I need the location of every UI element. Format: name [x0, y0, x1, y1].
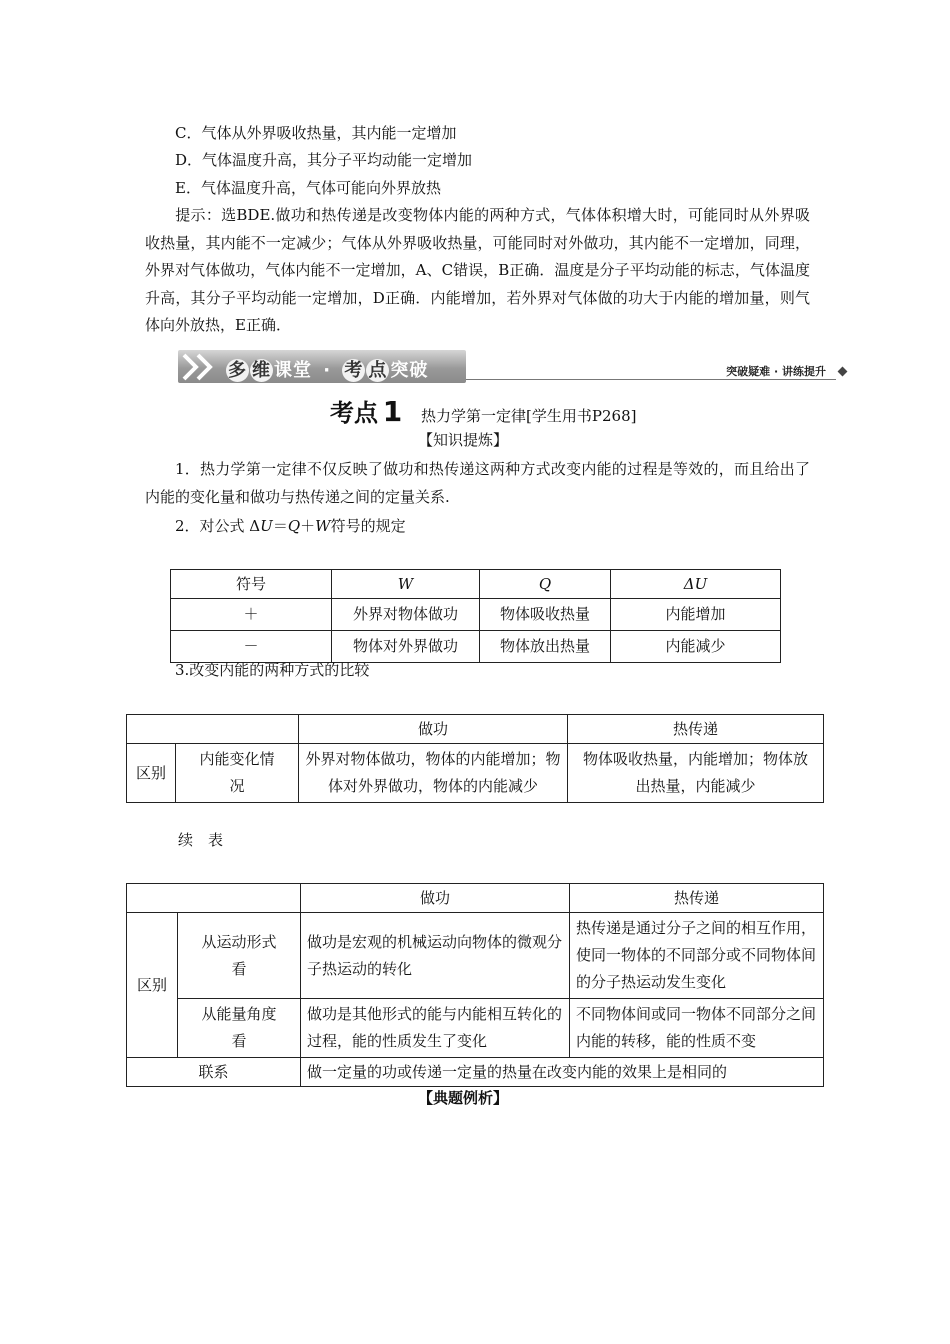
point-2-prefix: 2．对公式 Δ	[175, 517, 261, 535]
table-cell: 物体吸收热量，内能增加；物体放出热量，内能减少	[568, 744, 824, 803]
example-heading: 【典题例析】	[418, 1089, 509, 1107]
table-cell: 做功是其他形式的能与内能相互转化的过程，能的性质发生了变化	[301, 999, 570, 1058]
point-1	[145, 456, 810, 511]
table-header-cell: 符号	[171, 570, 332, 599]
table-cell: 外界对物体做功，物体的内能增加；物体对外界做功，物体的内能减少	[299, 744, 568, 803]
banner-text-2: 突破	[390, 360, 429, 381]
table-cell: ＋	[171, 599, 332, 631]
banner-text-1: 课堂	[274, 360, 312, 381]
table-cell: 物体放出热量	[480, 631, 611, 663]
table-group-cell: 区别	[127, 744, 176, 803]
table-header-cell: ΔU	[611, 570, 781, 599]
banner-bubble-1: 多	[228, 360, 247, 381]
table-cell: 内能减少	[611, 631, 781, 663]
table-cell: 物体对外界做功	[332, 631, 480, 663]
point-3: 3.改变内能的两种方式的比较	[175, 661, 370, 679]
table-cell: 物体吸收热量	[480, 599, 611, 631]
kaodian-title: 热力学第一定律[学生用书P268]	[421, 407, 637, 425]
banner-rule	[466, 379, 836, 380]
point-2-w: W	[315, 517, 331, 535]
point-2	[175, 516, 406, 536]
banner-bubble-4: 点	[368, 360, 388, 381]
table-cell: －	[171, 631, 332, 663]
compare-table	[126, 714, 824, 803]
hint-paragraph	[145, 202, 810, 340]
table-header-cell: 做功	[299, 715, 568, 744]
table-header-cell: 热传递	[568, 715, 824, 744]
continued-table	[126, 883, 824, 1087]
section-banner	[178, 350, 848, 385]
double-chevron-icon	[178, 352, 224, 382]
table-header-cell: W	[332, 570, 480, 599]
table-header-row	[171, 570, 781, 599]
continued-label: 续 表	[178, 831, 224, 849]
banner-bubble-3: 考	[344, 360, 364, 381]
knowledge-heading: 【知识提炼】	[418, 431, 509, 449]
point-2-eq: ＝	[272, 517, 288, 535]
table-row	[127, 744, 824, 803]
table-row-label: 联系	[127, 1058, 301, 1087]
table-header-cell: 做功	[301, 884, 570, 913]
point-2-u: U	[260, 517, 273, 535]
option-d: D．气体温度升高，其分子平均动能一定增加	[175, 151, 473, 169]
table-row	[127, 913, 824, 999]
option-c: C．气体从外界吸收热量，其内能一定增加	[175, 124, 457, 142]
table-cell: 外界对物体做功	[332, 599, 480, 631]
table-cell: 热传递是通过分子之间的相互作用，使同一物体的不同部分或不同物体间的分子热运动发生变化	[570, 913, 824, 999]
table-row-label: 内能变化情况	[176, 744, 299, 803]
sign-table	[170, 569, 781, 663]
table-cell: 做功是宏观的机械运动向物体的微观分子热运动的转化	[301, 913, 570, 999]
table-header-cell: Q	[480, 570, 611, 599]
table-cell: 不同物体间或同一物体不同部分之间内能的转移，能的性质不变	[570, 999, 824, 1058]
banner-ribbon	[178, 350, 466, 383]
point-2-plus: ＋	[300, 517, 316, 535]
point-1-text: 1．热力学第一定律不仅反映了做功和热传递这两种方式改变内能的过程是等效的，而且给出了内能的变化量和做功与热传递之间的定量关系.	[145, 460, 810, 506]
banner-bubble-2: 维	[252, 360, 271, 381]
kaodian-number: 1	[382, 395, 403, 428]
table-corner-cell	[127, 715, 299, 744]
table-header-row	[127, 884, 824, 913]
table-row-label: 从运动形式看	[178, 913, 301, 999]
table-row-label: 从能量角度看	[178, 999, 301, 1058]
diamond-icon	[838, 367, 848, 377]
banner-right-text: 突破疑难 · 讲练提升	[726, 365, 826, 378]
table-group-cell: 区别	[127, 913, 178, 1058]
table-row	[171, 631, 781, 663]
table-row	[127, 999, 824, 1058]
point-2-suffix: 符号的规定	[330, 517, 406, 535]
table-row	[127, 1058, 824, 1087]
table-header-cell: 热传递	[570, 884, 824, 913]
kaodian-heading	[330, 397, 636, 431]
table-corner-cell	[127, 884, 301, 913]
kaodian-label: 考点	[330, 399, 378, 427]
table-row	[171, 599, 781, 631]
table-header-row	[127, 715, 824, 744]
banner-dot: ·	[323, 360, 332, 381]
banner-title	[226, 356, 428, 382]
option-e: E．气体温度升高，气体可能向外界放热	[175, 179, 441, 197]
point-2-q: Q	[287, 517, 301, 535]
table-cell: 内能增加	[611, 599, 781, 631]
hint-text: 提示：选BDE.做功和热传递是改变物体内能的两种方式，气体体积增大时，可能同时从外界吸收热量，其内能不一定减少；气体从外界吸收热量，可能同时对外做功，其内能不一定增加，同理，外界对气体做功，气体内能不一定增加，A、C错误，B正确．温度是分子平均动能的标志，气体温度升高，其分子平均动能一定增加，D正确．内能增加，若外界对气体做的功大于内能的增加量，则气体向外放热，E正确．	[145, 206, 810, 334]
table-cell: 做一定量的功或传递一定量的热量在改变内能的效果上是相同的	[301, 1058, 824, 1087]
